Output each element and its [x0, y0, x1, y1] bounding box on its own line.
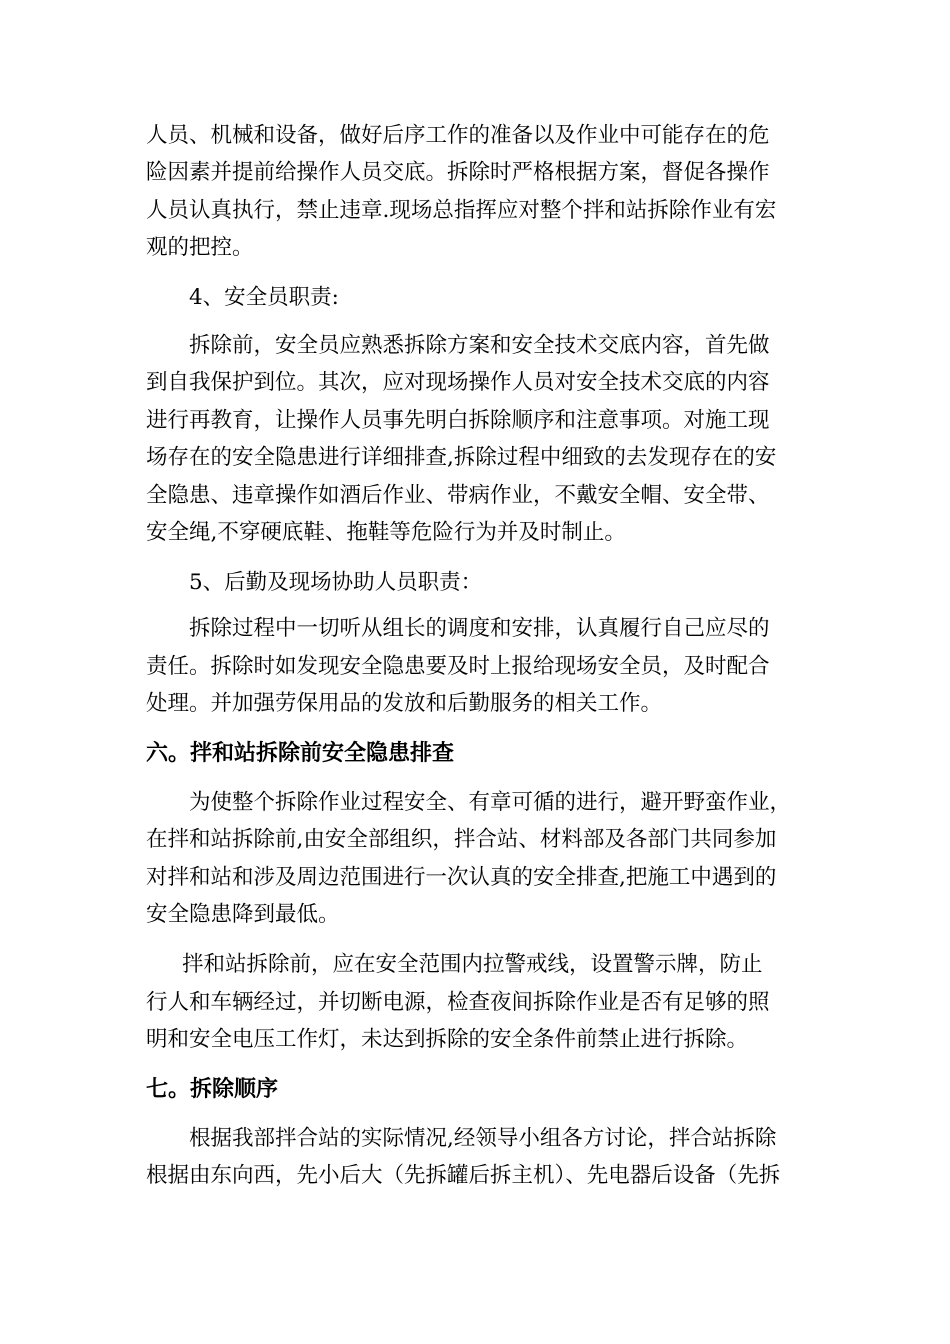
paragraph-line: 对拌和站和涉及周边范围进行一次认真的安全排查,把施工中遇到的 — [146, 865, 777, 890]
paragraph-line: 安全隐患降到最低。 — [146, 902, 340, 927]
section-label: 4、安全员职责: — [189, 285, 339, 310]
paragraph-line: 人员认真执行，禁止违章.现场总指挥应对整个拌和站拆除作业有宏 — [146, 198, 777, 223]
paragraph-line: 拌和站拆除前，应在安全范围内拉警戒线，设置警示牌，防止 — [182, 952, 763, 977]
paragraph-line: 行人和车辆经过，并切断电源，检查夜间拆除作业是否有足够的照 — [146, 990, 770, 1015]
paragraph-line: 全隐患、违章操作如酒后作业、带病作业，不戴安全帽、安全带、 — [146, 483, 770, 508]
section-label: 5、后勤及现场协助人员职责： — [189, 570, 483, 595]
paragraph-line: 进行再教育，让操作人员事先明白拆除顺序和注意事项。对施工现 — [146, 408, 770, 433]
paragraph-line: 为使整个拆除作业过程安全、有章可循的进行，避开野蛮作业， — [189, 790, 792, 815]
paragraph-line: 观的把控。 — [146, 235, 254, 260]
paragraph-line: 拆除过程中一切听从组长的调度和安排，认真履行自己应尽的 — [189, 616, 770, 641]
paragraph-line: 在拌和站拆除前,由安全部组织，拌合站、材料部及各部门共同参加 — [146, 827, 777, 852]
section-heading: 六。拌和站拆除前安全隐患排查 — [146, 741, 455, 766]
paragraph-line: 处理。并加强劳保用品的发放和后勤服务的相关工作。 — [146, 691, 663, 716]
paragraph-line: 安全绳,不穿硬底鞋、拖鞋等危险行为并及时制止。 — [146, 520, 626, 545]
paragraph-line: 拆除前，安全员应熟悉拆除方案和安全技术交底内容，首先做 — [189, 333, 770, 358]
section-heading: 七。拆除顺序 — [146, 1077, 279, 1102]
paragraph-line: 明和安全电压工作灯，未达到拆除的安全条件前禁止进行拆除。 — [146, 1027, 749, 1052]
paragraph-line: 责任。拆除时如发现安全隐患要及时上报给现场安全员，及时配合 — [146, 654, 770, 679]
paragraph-line: 根据由东向西，先小后大（先拆罐后拆主机）、先电器后设备（先拆 — [146, 1163, 781, 1188]
paragraph-line: 到自我保护到位。其次，应对现场操作人员对安全技术交底的内容 — [146, 370, 770, 395]
paragraph-line: 人员、机械和设备，做好后序工作的准备以及作业中可能存在的危 — [146, 123, 770, 148]
paragraph-line: 险因素并提前给操作人员交底。拆除时严格根据方案，督促各操作 — [146, 160, 770, 185]
paragraph-line: 根据我部拌合站的实际情况,经领导小组各方讨论，拌合站拆除 — [189, 1126, 777, 1151]
paragraph-line: 场存在的安全隐患进行详细排查,拆除过程中细致的去发现存在的安 — [146, 445, 777, 470]
